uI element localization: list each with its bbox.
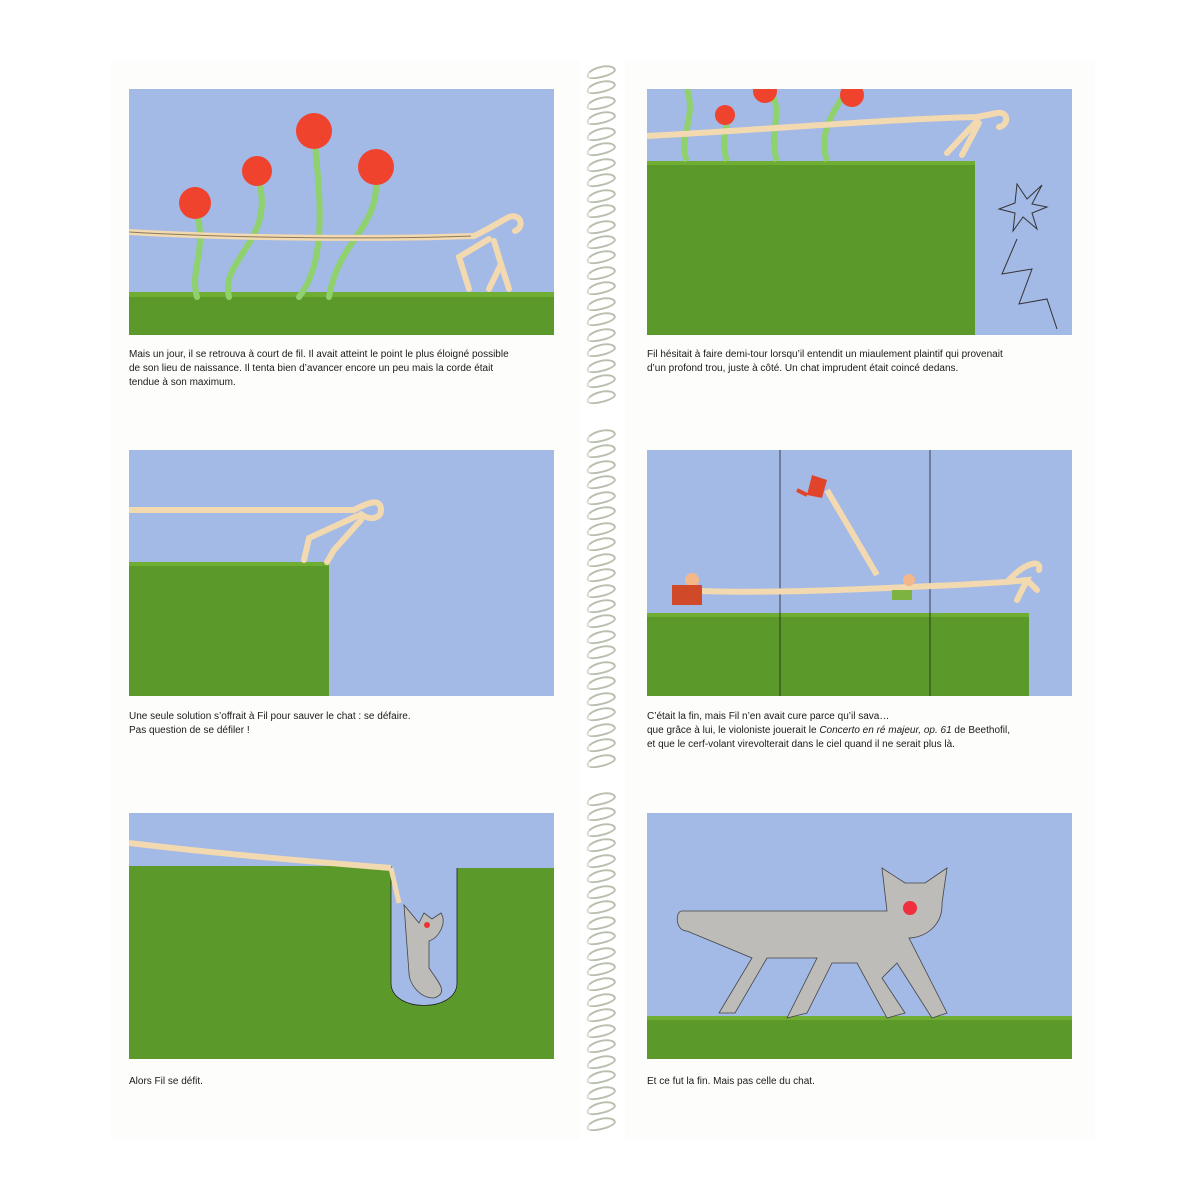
caption-2-line: Fil hésitait à faire demi-tour lorsqu’il entendit un miaulement plaintif qui provenait	[647, 349, 1003, 360]
spiral-coil	[585, 263, 617, 282]
spiral-coil	[585, 202, 617, 221]
spiral-coil	[585, 929, 617, 948]
spiral-coil	[585, 1083, 617, 1102]
spiral-coil	[585, 63, 617, 82]
spiral-coil	[585, 427, 617, 446]
spiral-coil	[585, 550, 617, 569]
spiral-coil	[585, 1052, 617, 1071]
spiral-coil	[585, 457, 617, 476]
spiral-coil-group	[584, 430, 616, 770]
panel-1-illustration	[129, 89, 554, 335]
spiral-coil-group	[584, 66, 616, 406]
spiral-coil	[585, 519, 617, 538]
spiral-coil	[585, 820, 617, 839]
panel-5-illustration	[129, 813, 554, 1059]
spiral-coil	[585, 1068, 617, 1087]
panel-2-illustration	[647, 89, 1072, 335]
caption-3-line: Une seule solution s’offrait à Fil pour sauver le chat : se défaire.	[129, 711, 411, 722]
spiral-coil	[585, 851, 617, 870]
spiral-coil	[585, 248, 617, 267]
spiral-coil	[585, 473, 617, 492]
caption-1-line: tendue à son maximum.	[129, 377, 236, 388]
spiral-coil	[585, 155, 617, 174]
spiral-coil	[585, 913, 617, 932]
spiral-coil	[585, 186, 617, 205]
spiral-coil	[585, 1099, 617, 1118]
caption-4-text: de Beethofil,	[951, 725, 1011, 736]
spiral-coil	[585, 217, 617, 236]
spiral-coil	[585, 1114, 617, 1133]
caption-5-line: Alors Fil se défit.	[129, 1076, 203, 1087]
caption-2-line: d’un profond trou, juste à côté. Un chat imprudent était coincé dedans.	[647, 363, 959, 374]
caption-4-line: C’était la fin, mais Fil n’en avait cure parce qu’il sava…	[647, 711, 890, 722]
spiral-coil	[585, 689, 617, 708]
spiral-coil	[585, 124, 617, 143]
spiral-coil	[585, 627, 617, 646]
spiral-coil	[585, 944, 617, 963]
caption-3-line: Pas question de se défiler !	[129, 725, 250, 736]
caption-1	[129, 348, 569, 390]
caption-5	[129, 1075, 569, 1089]
spiral-coil	[585, 442, 617, 461]
spiral-coil	[585, 109, 617, 128]
caption-4-text: que grâce à lui, le violoniste jouerait le	[647, 725, 820, 736]
spiral-coil	[585, 674, 617, 693]
spiral-coil	[585, 867, 617, 886]
spiral-coil	[585, 612, 617, 631]
spiral-coil	[585, 341, 617, 360]
spiral-coil	[585, 1006, 617, 1025]
spiral-coil	[585, 93, 617, 112]
caption-2	[647, 348, 1087, 376]
spiral-coil	[585, 488, 617, 507]
caption-4-line: et que le cerf-volant virevolterait dans le ciel quand il ne serait plus là.	[647, 739, 955, 750]
spiral-coil	[585, 898, 617, 917]
spiral-coil	[585, 387, 617, 406]
spiral-coil	[585, 566, 617, 585]
spiral-coil	[585, 372, 617, 391]
spiral-coil	[585, 882, 617, 901]
caption-1-line: Mais un jour, il se retrouva à court de fil. Il avait atteint le point le plus éloigné possible	[129, 349, 509, 360]
spiral-coil	[585, 990, 617, 1009]
caption-4-line	[647, 724, 1087, 738]
spiral-coil	[585, 356, 617, 375]
spiral-coil-group	[584, 793, 616, 1133]
spiral-coil	[585, 233, 617, 252]
spiral-coil	[585, 643, 617, 662]
spiral-coil	[585, 705, 617, 724]
panel-3-illustration	[129, 450, 554, 696]
spiral-coil	[585, 1021, 617, 1040]
spiral-coil	[585, 279, 617, 298]
spiral-coil	[585, 310, 617, 329]
spiral-coil	[585, 325, 617, 344]
panel-4-illustration	[647, 450, 1072, 696]
spiral-coil	[585, 736, 617, 755]
panel-6-illustration	[647, 813, 1072, 1059]
spiral-coil	[585, 581, 617, 600]
spiral-coil	[585, 171, 617, 190]
spiral-coil	[585, 1037, 617, 1056]
spiral-coil	[585, 658, 617, 677]
caption-4	[647, 710, 1087, 752]
caption-6-line: Et ce fut la fin. Mais pas celle du chat.	[647, 1076, 815, 1087]
caption-6	[647, 1075, 1087, 1089]
spiral-coil	[585, 535, 617, 554]
caption-3	[129, 710, 569, 738]
spiral-coil	[585, 960, 617, 979]
spiral-coil	[585, 294, 617, 313]
spiral-coil	[585, 751, 617, 770]
spiral-coil	[585, 78, 617, 97]
spiral-coil	[585, 597, 617, 616]
spiral-coil	[585, 504, 617, 523]
spiral-coil	[585, 140, 617, 159]
spiral-coil	[585, 720, 617, 739]
spiral-coil	[585, 790, 617, 809]
caption-1-line: de son lieu de naissance. Il tenta bien d’avancer encore un peu mais la corde était	[129, 363, 494, 374]
spiral-coil	[585, 975, 617, 994]
caption-4-work-title: Concerto en ré majeur, op. 61	[819, 725, 952, 736]
spiral-coil	[585, 805, 617, 824]
spiral-coil	[585, 836, 617, 855]
